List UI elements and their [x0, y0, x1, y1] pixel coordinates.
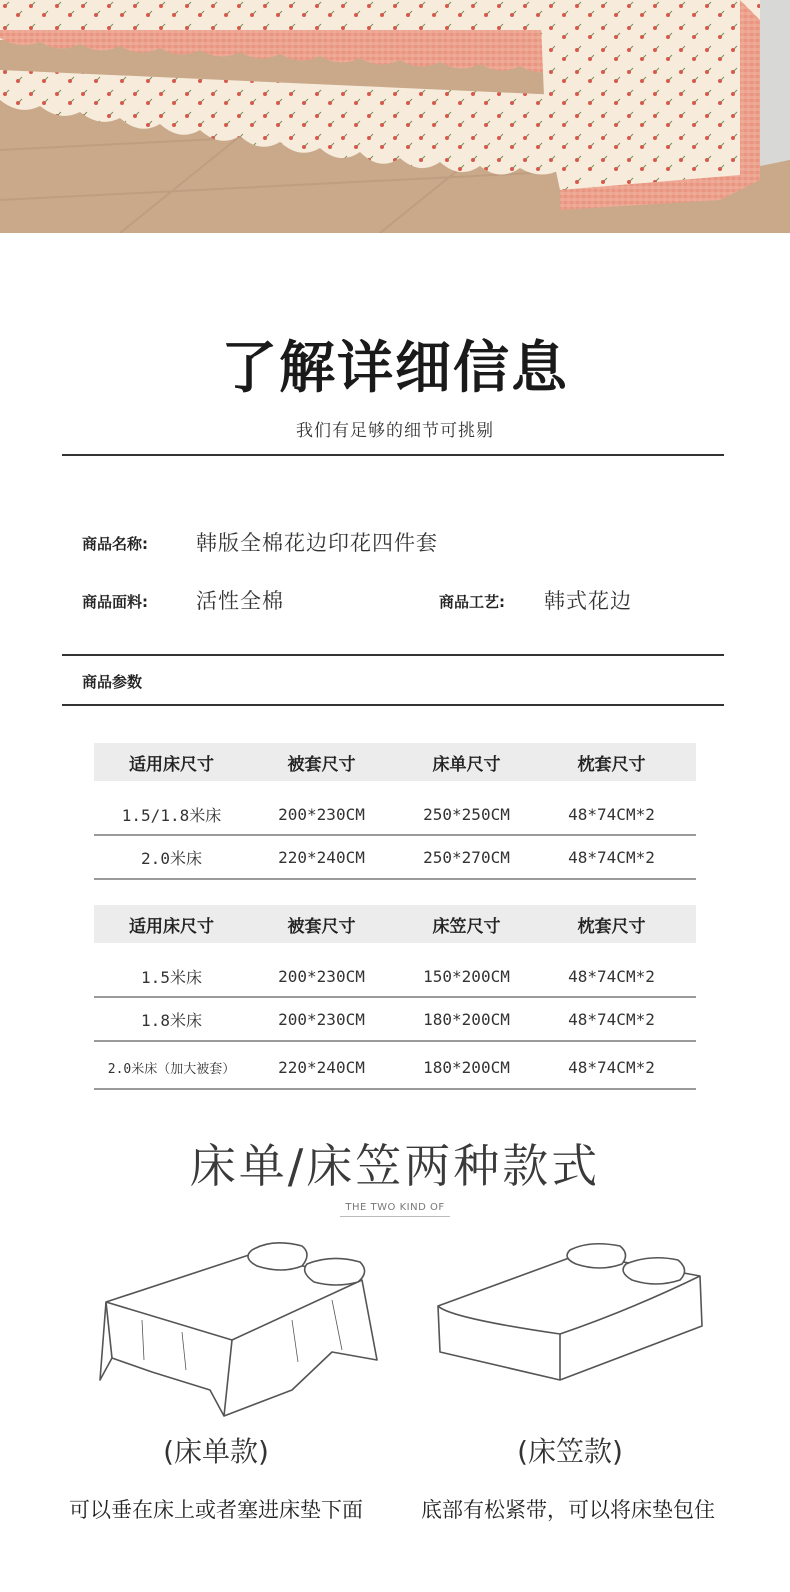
- flat-sheet-bed-illustration: [92, 1240, 392, 1424]
- table-cell: 48*74CM*2: [568, 805, 655, 824]
- table-row: [94, 998, 696, 1042]
- table-cell: 48*74CM*2: [568, 847, 655, 867]
- flat-sheet-label: (床单款): [163, 1435, 269, 1468]
- fitted-sheet-bed-illustration: [430, 1240, 720, 1394]
- table-header: [94, 905, 696, 943]
- table-cell: 48*74CM*2: [568, 1057, 655, 1077]
- fabric-value: 活性全棉: [196, 589, 284, 613]
- table-header: [94, 743, 696, 781]
- header-cell: 枕套尺寸: [577, 916, 646, 937]
- header-cell: 床单尺寸: [432, 754, 501, 775]
- table-cell: 200*230CM: [278, 805, 365, 824]
- product-photo: [0, 0, 790, 233]
- table-row: [94, 836, 696, 880]
- fitted-sheet-label: (床笠款): [517, 1435, 623, 1468]
- table-cell: 1.5/1.8米床: [121, 806, 222, 825]
- header-cell: 被套尺寸: [287, 916, 356, 937]
- params-label: 商品参数: [82, 673, 143, 691]
- table-row: [94, 781, 696, 836]
- fitted-sheet-description: 底部有松紧带，可以将床垫包住: [421, 1498, 715, 1522]
- table-cell: 150*200CM: [423, 967, 510, 986]
- spec-table-flat-sheet: [94, 743, 696, 880]
- craft-value: 韩式花边: [544, 589, 632, 613]
- table-cell: 180*200CM: [423, 1057, 510, 1077]
- table-cell: 2.0米床（加大被套）: [107, 1061, 236, 1077]
- table-cell: 220*240CM: [278, 1057, 365, 1077]
- header-cell: 被套尺寸: [287, 754, 356, 775]
- fabric-label: 商品面料:: [82, 593, 148, 611]
- table-cell: 220*240CM: [278, 847, 365, 867]
- product-name-label: 商品名称:: [82, 535, 148, 553]
- table-cell: 250*270CM: [423, 847, 510, 867]
- page-subtitle: 我们有足够的细节可挑剔: [296, 421, 494, 441]
- spec-table-fitted-sheet: [94, 905, 696, 1090]
- divider: [340, 1216, 450, 1217]
- section-title: 床单/床笠两种款式: [189, 1139, 601, 1193]
- flat-sheet-description: 可以垂在床上或者塞进床垫下面: [69, 1498, 363, 1522]
- craft-label: 商品工艺:: [439, 593, 505, 611]
- page-title: 了解详细信息: [221, 336, 569, 401]
- table-cell: 1.5米床: [141, 968, 202, 987]
- header-cell: 适用床尺寸: [129, 916, 214, 937]
- table-row: [94, 1042, 696, 1090]
- divider: [62, 704, 724, 706]
- table-cell: 48*74CM*2: [568, 1009, 655, 1029]
- table-cell: 200*230CM: [278, 967, 365, 986]
- table-cell: 48*74CM*2: [568, 967, 655, 986]
- table-cell: 2.0米床: [141, 848, 202, 868]
- table-cell: 200*230CM: [278, 1009, 365, 1029]
- divider: [62, 454, 724, 456]
- table-cell: 180*200CM: [423, 1009, 510, 1029]
- divider: [62, 654, 724, 656]
- table-cell: 250*250CM: [423, 805, 510, 824]
- section-subtitle: THE TWO KIND OF: [345, 1202, 445, 1213]
- header-cell: 床笠尺寸: [432, 916, 501, 937]
- header-cell: 枕套尺寸: [577, 754, 646, 775]
- header-cell: 适用床尺寸: [129, 754, 214, 775]
- table-cell: 1.8米床: [141, 1010, 202, 1030]
- product-name-value: 韩版全棉花边印花四件套: [196, 531, 438, 555]
- table-row: [94, 943, 696, 998]
